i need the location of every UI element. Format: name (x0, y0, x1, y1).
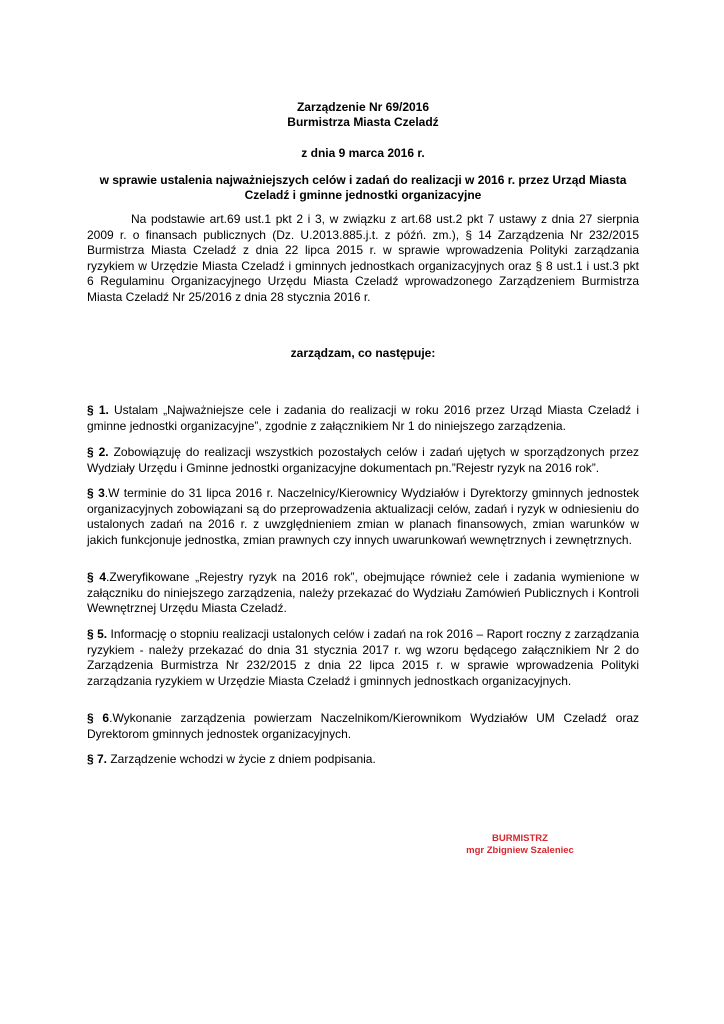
decree-heading: zarządzam, co następuje: (290, 346, 436, 360)
paragraph-4 (87, 570, 639, 617)
paragraph-text: .Wykonanie zarządzenia powierzam Naczelnikom/Kierownikom Wydziałów UM Czeladź oraz Dyrektorom gminnych jednostek organizacyjnych. (87, 711, 639, 741)
paragraph-number: § 2. (87, 445, 109, 459)
paragraph-number: § 5. (87, 627, 108, 641)
paragraph-7 (87, 752, 639, 768)
paragraph-1 (87, 403, 639, 434)
paragraph-3 (87, 486, 639, 548)
paragraph-text: Zarządzenie wchodzi w życie z dniem podpisania. (107, 752, 376, 766)
document-title: Zarządzenie Nr 69/2016 (296, 100, 430, 114)
paragraph-number: § 7. (87, 752, 108, 766)
paragraph-text: .W terminie do 31 lipca 2016 r. Naczelnicy/Kierownicy Wydziałów i Dyrektorzy gminnych jednostek organizacyjnych zobowiązani są do przeprowadzenia aktualizacji celów, zadań i ryzyk w odniesieniu do ustalonych zadań na 2016 r. z uwzględnieniem zmian w planach finansowych, zmian warunków w jakich funkcjonuje jednostka, zmian prawnych czy innych uwarunkowań wewnętrznych i zewnętrznych. (87, 486, 639, 547)
signature-name: mgr Zbigniew Szaleniec (466, 845, 574, 856)
paragraph-text: Ustalam „Najważniejsze cele i zadania do realizacji w roku 2016 przez Urząd Miasta Czeladź i gminne jednostki organizacyjne”, zgodnie z załącznikiem Nr 1 do niniejszego zarządzenia. (87, 403, 639, 433)
paragraph-number: § 1. (87, 403, 109, 417)
paragraph-5 (87, 627, 639, 689)
signature-title: BURMISTRZ (492, 833, 548, 844)
preamble-text: Na podstawie art.69 ust.1 pkt 2 i 3, w związku z art.68 ust.2 pkt 7 ustawy z dnia 27 sierpnia 2009 r. o finansach publicznych (Dz. U.2013.885.j.t. z późń. zm.), § 14 Zarządzenia Nr 232/2015 Burmistrza Miasta Czeladź z dnia 22 lipca 2015 r. w sprawie wprowadzenia Polityki zarządzania ryzykiem w Urzędzie Miasta Czeladź i gminnych jednostkach organizacyjnych oraz § 8 ust.1 i ust.3 pkt 6 Regulaminu Organizacyjnego Urzędu Miasta Czeladź wprowadzonego Zarządzeniem Burmistrza Miasta Czeladź Nr 25/2016 z dnia 28 stycznia 2016 r. (87, 212, 639, 304)
paragraph-number: § 3 (87, 486, 105, 500)
document-date: z dnia 9 marca 2016 r. (301, 146, 425, 160)
paragraph-2 (87, 445, 639, 476)
document-subject: w sprawie ustalenia najważniejszych celów i zadań do realizacji w 2016 r. przez Urząd Miasta Czeladź i gminne jednostki organizacyjne (99, 173, 627, 202)
paragraph-text: .Zweryfikowane „Rejestry ryzyk na 2016 rok”, obejmujące również cele i zadania wymienione w załączniku do niniejszego zarządzenia, należy przekazać do Wydziału Zamówień Publicznych i Kontroli Wewnętrznej Urzędu Miasta Czeladź. (87, 570, 639, 616)
paragraph-number: § 6 (87, 711, 110, 725)
paragraph-number: § 4 (87, 570, 107, 584)
paragraph-6 (87, 711, 639, 742)
document-issuer: Burmistrza Miasta Czeladź (287, 115, 439, 129)
paragraph-text: Zobowiązuję do realizacji wszystkich pozostałych celów i zadań ujętych w sporządzonych przez Wydziały Urzędu i Gminne jednostki organizacyjne dokumentach pn.”Rejestr ryzyk na 2016 rok”. (87, 445, 639, 475)
paragraph-text: Informację o stopniu realizacji ustalonych celów i zadań na rok 2016 – Raport roczny z zarządzania ryzykiem - należy przekazać do dnia 31 stycznia 2017 r. wg wzoru będącego załącznikiem Nr 2 do Zarządzenia Burmistrza Nr 232/2015 z dnia 22 lipca 2015 r. w sprawie wprowadzenia Polityki zarządzania ryzykiem w Urzędzie Miasta Czeladź i gminnych jednostkach organizacyjnych. (87, 627, 640, 688)
